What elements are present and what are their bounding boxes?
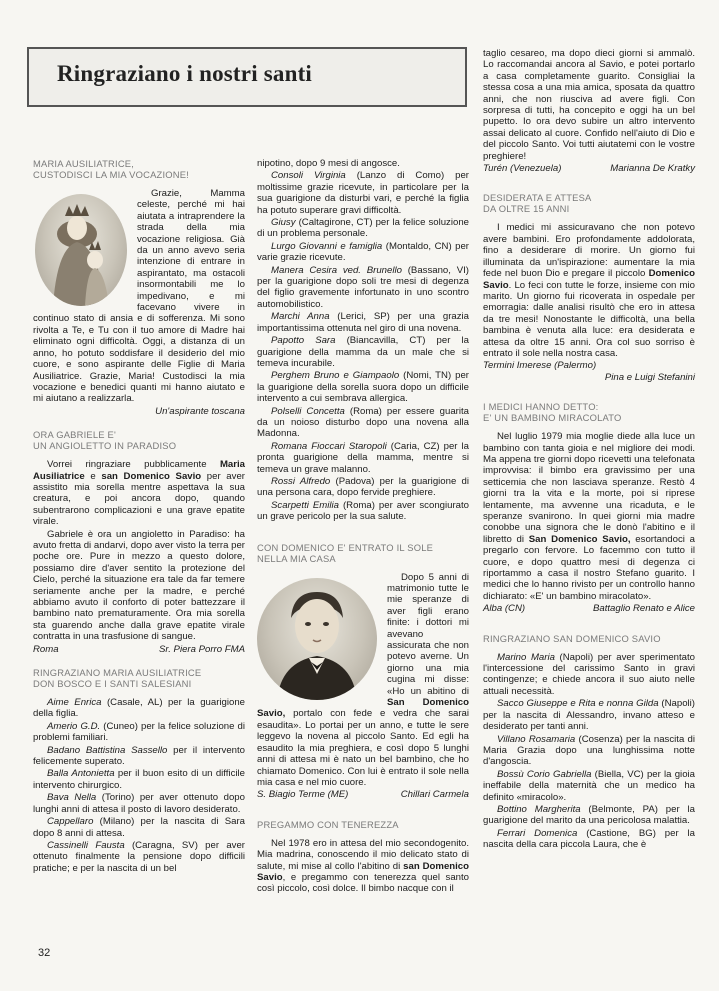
column-3 xyxy=(483,48,695,852)
list-item: Bava Nella (Torino) per aver ottenuto dopo lunghi anni di attesa il posto di lavoro desiderato. xyxy=(33,792,245,815)
signature: Alba (CN) Battaglio Renato e Alice xyxy=(483,603,695,615)
list-item: Lurgo Giovanni e famiglia (Montaldo, CN) per varie grazie ricevute. xyxy=(257,240,469,264)
section-heading: RINGRAZIANO SAN DOMENICO SAVIO xyxy=(483,632,661,644)
list-item: Aime Enrica (Casale, AL) per la guarigione della figlia. xyxy=(33,697,245,720)
page-number: 32 xyxy=(38,947,51,959)
section-heading: PREGAMMO CON TENEREZZA xyxy=(257,818,399,830)
list-item: Giusy (Caltagirone, CT) per la felice soluzione di un problema personale. xyxy=(257,217,469,240)
paragraph: Nel 1978 ero in attesa del mio secondogenito. Mia madrina, conoscendo il mio delicato stato di salute, mi mise al collo l'abitino di san Domenico Savio, e pregammo con tenerezza quel santo così piccolo, così dolce. Il bimbo nacque con il xyxy=(257,837,470,895)
section-heading: I MEDICI HANNO DETTO: E' UN BAMBINO MIRACOLATO xyxy=(483,401,622,424)
madonna-image xyxy=(35,194,127,306)
list-item: nipotino, dopo 9 mesi di angosce. xyxy=(257,158,400,169)
paragraph: Nel luglio 1979 mia moglie diede alla luce un bambino con tanta gioia e nel migliore dei modi. Ma appena tre giorni dopo ricevetti una telefonata improvvisa: il bimbo era gravissimo per una setticemia che non lasciava speranze. Restò 4 giorni tra la vita e la morte, poi si riprese lentamente, ma avvenne una ricaduta, e le speranze svanirono. In quei giorni mia madre conobbe una signora che le donò l'abitino e il libretto di San Domenico Savio, esortandoci a pregarlo con fervore. Lo facemmo con tutto il cuore, e dopo quattro mesi di degenza ci riportammo a casa il nostro Stefano guarito. I medici che lo hanno rivisto per un controllo hanno dichiarato: «E' un bambino miracolato». xyxy=(483,431,695,602)
list-item: Amerio G.D. (Cuneo) per la felice soluzione di problemi familiari. xyxy=(33,720,245,744)
paragraph: Gabriele è ora un angioletto in Paradiso: ha avuto fretta di andarvi, dopo aver visto la terra per poche ore. Pure in mezzo a questo dolore, possiamo dire d'aver sentito la protezione del Cielo, perché la situazione era tale da far temere seriamente anche per la madre, e perché abbiamo avuto il conforto di poter battezzare il bambino nato prematuramente. Ora mia sorella sta guarendo anche dalla grave epatite virale contratta in una trasfusione di sangue. xyxy=(33,528,245,643)
signature: Termini Imerese (Palermo) Pina e Luigi Stefanini xyxy=(483,360,695,383)
list-item: Scarpetti Emilia (Roma) per aver scongiurato un grave pericolo per la sua salute. xyxy=(257,499,469,523)
title-box xyxy=(27,47,467,107)
list-item: Bottino Margherita (Belmonte, PA) per la guarigione del marito da una pericolosa malattia. xyxy=(483,803,695,827)
list-item: Bossù Corio Gabriella (Biella, VC) per la gioia ineffabile della maternità che un medico ha definito «miracolo». xyxy=(483,768,695,803)
list-item: Ferrari Domenica (Castione, BG) per la nascita della cara piccola Laura, che è xyxy=(483,827,695,851)
list-item: Perghem Bruno e Giampaolo (Nomi, TN) per la guarigione della sorella suora dopo un difficile intervento a cui sembrava allergica. xyxy=(257,370,469,405)
list-item: Badano Battistina Sassello per il intervento felicemente superato. xyxy=(33,744,245,768)
section-heading: CON DOMENICO E' ENTRATO IL SOLE NELLA MIA CASA xyxy=(257,541,434,564)
page-title: Ringraziano i nostri santi xyxy=(57,61,313,86)
madonna-illustration xyxy=(35,194,127,306)
list-item: Manera Cesira ved. Brunello (Bassano, VI) per la guarigione dopo soli tre mesi di degenza del figlio gravemente infortunato in uno scontro automobilistico. xyxy=(257,264,469,310)
list-item: Cappellaro (Milano) per la nascita di Sara dopo 8 anni di attesa. xyxy=(33,816,245,839)
signature: Turén (Venezuela) Marianna De Kratky xyxy=(483,163,695,175)
thanks-list xyxy=(33,697,245,874)
column-2 xyxy=(257,158,469,896)
list-item: Sacco Giuseppe e Rita e nonna Gilda (Napoli) per la nascita di Alessandro, invano atteso e desiderato per tanti anni. xyxy=(483,698,695,733)
thanks-list xyxy=(483,652,695,851)
list-item: Marchi Anna (Lerici, SP) per una grazia importantissima ottenuta nel giro di una novena. xyxy=(257,311,469,334)
list-item: Cassinelli Fausta (Caragna, SV) per aver ottenuto finalmente la pensione dopo difficili pratiche; e per la nascita di un bel xyxy=(33,839,245,874)
list-item: Consoli Virginia (Lanzo di Como) per moltissime grazie ricevute, in particolare per la sua guarigione da disturbi vari, e perché la figlia ha potuto superare gravi difficoltà. xyxy=(257,170,469,216)
list-item: Polselli Concetta (Roma) per essere guarita da un noioso disturbo dopo una novena alla Madonna. xyxy=(257,405,469,440)
list-item: Rossi Alfredo (Padova) per la guarigione di una persona cara, dopo fervide preghiere. xyxy=(257,475,469,499)
paragraph: Grazie, Mamma celeste, perché mi hai aiutata a intraprendere la strada della mia vocazione religiosa. Già da un anno avevo seria intenzione di entrare in aspirantato, ma ostacoli insormontabili me lo impedivano, e mi facevano vivere in continuo stato di ansia e di sofferenza. Mi sono rivolta a Te, e Tu con il tuo amore di Madre hai eliminato ogni difficoltà. Oggi, a distanza di un anno, ho potuto soddisfare il desiderio del mio cuore, e sono aspirante delle Figlie di Maria Ausiliatrice. Grazie, Maria! Custodisci la mia vocazione e benedici quanti mi hanno aiutato e mi aiutano a realizzarla. xyxy=(33,188,245,405)
paragraph: Dopo 5 anni di matrimonio tutte le mie speranze di aver figli erano finite: i dottori mi avevano assicurata che non potevo averne. Un giorno una mia cugina mi disse: «Ho un abitino di San Domenico Savio, portalo con fede e vedra che sarai esaudita». Lo portai per un anno, e tutte le sere leggevo la novena al piccolo Santo. Ed egli ha esaudito la mia preghiera, e così dopo 5 lunghi anni di attesa mi è nato un bel bambino, che ho chiamato Domenico. Con lui è entrato il sole nella mia casa e nel mio cuore. xyxy=(257,571,469,788)
section-heading: DESIDERATA E ATTESA DA OLTRE 15 ANNI xyxy=(483,192,592,215)
list-item: Marino Maria (Napoli) per aver sperimentato l'intercessione del carissimo Santo in gravi contingenze; e chiede ancora il suo aiuto nelle attuali necessità. xyxy=(483,651,695,697)
signature: Roma Sr. Piera Porro FMA xyxy=(33,643,245,655)
section-heading: RINGRAZIANO MARIA AUSILIATRICE DON BOSCO E I SANTI SALESIANI xyxy=(33,667,202,690)
thanks-list xyxy=(257,158,469,523)
column-1 xyxy=(33,158,245,875)
list-item: Romana Fioccari Staropoli (Caria, CZ) per la pronta guarigione della mamma, mentre si temeva un grave malanno. xyxy=(257,440,470,475)
section-heading: MARIA AUSILIATRICE, CUSTODISCI LA MIA VOCAZIONE! xyxy=(33,158,189,180)
paragraph: Vorrei ringraziare pubblicamente Maria Ausiliatrice e san Domenico Savio per aver assistito mia sorella mentre aspettava la sua creatura, e poi ancora dopo, quando subentrarono complicazioni e una grave epatite virale. xyxy=(33,459,245,528)
paragraph: I medici mi assicuravano che non potevo avere bambini. Ero profondamente addolorata, fino a desiderare di morire. Un giorno fui illuminata da un'ispirazione: aumentare la mia fede nel buon Dio e pregare il piccolo Domenico Savio. Lo feci con tutte le forze, insieme con mio marito. Un giorno fui ricoverata in ospedale per emorragia: dalle analisi risultò che ero in attesa da tre mesi! Nonostante le difficoltà, una bella bambina è venuta alla luce: era desiderata e attesa da oltre 15 anni. Ora col suo sorriso è entrato il sole nella nostra casa. xyxy=(483,222,695,359)
list-item: Papotto Sara (Biancavilla, CT) per la guarigione della mamma da un male che si temeva incurabile. xyxy=(257,335,469,369)
list-item: Villano Rosamaria (Cosenza) per la nascita di Maria Grazia dopo una lunghissima notte d'angoscia. xyxy=(483,733,696,768)
list-item: Balla Antonietta per il buon esito di un difficile intervento chirurgico. xyxy=(33,768,245,791)
portrait-illustration xyxy=(257,578,377,700)
section-heading: ORA GABRIELE E' UN ANGIOLETTO IN PARADISO xyxy=(33,429,177,452)
paragraph: taglio cesareo, ma dopo dieci giorni si ammalò. Lo raccomandai ancora al Savio, e potei portarlo a casa completamente guarito. Consigliai la stessa cosa a una mia amica, sposata da quattro anni, che non riusciva ad avere figli. Con sorpresa di tutti, ha concepito e oggi ha un bel pupetto. Io ora devo subire un altro intervento assai delicato al cuore. Confido nell'aiuto di Dio e del piccolo Santo. Voi tutti aiutatemi con le vostre preghiere! xyxy=(483,48,695,162)
signature: S. Biagio Terme (ME) Chillari Carmela xyxy=(257,789,469,801)
signature: Un'aspirante toscana xyxy=(155,405,245,417)
domenico-savio-portrait xyxy=(257,578,377,700)
